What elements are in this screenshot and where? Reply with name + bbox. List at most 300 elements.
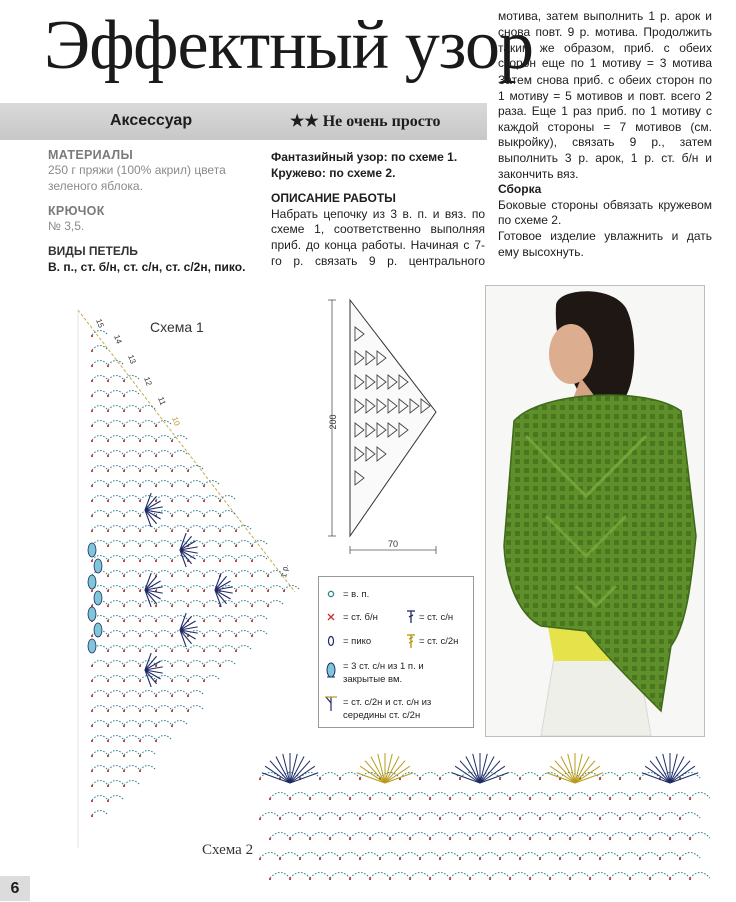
lace-arc (420, 813, 440, 819)
lace-sc (409, 838, 411, 840)
lace-arc (610, 873, 630, 879)
sc-stitch (91, 380, 93, 382)
lace-sc (579, 858, 581, 860)
chain-arc (124, 751, 140, 756)
lace-sc (309, 798, 311, 800)
sc-stitch (123, 485, 125, 487)
legend-joined: = ст. с/2н и ст. с/н из (343, 697, 432, 708)
sc-stitch (107, 470, 109, 472)
sc-stitch (91, 740, 93, 742)
lace-arc (480, 813, 500, 819)
lace-sc (489, 878, 491, 880)
lace-arc (360, 853, 380, 859)
row-mark-11: 11 (156, 395, 168, 407)
cluster-icon (327, 663, 335, 677)
row-mark-1: 1 р. (279, 563, 291, 579)
lace-arc (310, 873, 330, 879)
lace-arc (470, 873, 490, 879)
sc-stitch (91, 410, 93, 412)
lace-arc (340, 853, 360, 859)
sc-stitch (219, 560, 221, 562)
chain-arc (92, 751, 108, 756)
lace-arc (610, 833, 630, 839)
sc-stitch (235, 590, 237, 592)
sc-stitch (235, 560, 237, 562)
lace-sc (359, 778, 361, 780)
sc-stitch (107, 425, 109, 427)
lace-arc (330, 873, 350, 879)
lace-arc (480, 853, 500, 859)
sc-stitch (203, 620, 205, 622)
lace-sc (459, 858, 461, 860)
lace-sc (319, 858, 321, 860)
sc-stitch (155, 440, 157, 442)
sc-stitch (139, 770, 141, 772)
sc-stitch (267, 575, 269, 577)
schema-2-lace (259, 753, 710, 880)
chain-arc (172, 661, 188, 666)
chain-arc (156, 466, 172, 471)
sc-stitch (123, 710, 125, 712)
sc-stitch (171, 605, 173, 607)
lace-sc (619, 778, 621, 780)
model-photo-illustration (486, 286, 704, 736)
sc-stitch (139, 500, 141, 502)
lace-arc (620, 773, 640, 779)
sc-stitch (107, 725, 109, 727)
sc-stitch (107, 695, 109, 697)
sc-stitch (91, 365, 93, 367)
lace-arc (330, 833, 350, 839)
sc-stitch (171, 590, 173, 592)
lace-arc (440, 853, 460, 859)
sc-stitch (235, 635, 237, 637)
sc-stitch (139, 725, 141, 727)
sc-stitch (251, 635, 253, 637)
chain-arc (172, 436, 188, 441)
sc-stitch (123, 605, 125, 607)
sc-stitch (219, 635, 221, 637)
lace-sc (649, 838, 651, 840)
sc-stitch (139, 485, 141, 487)
row-mark-13: 13 (126, 353, 138, 366)
lace-sc (349, 878, 351, 880)
chain-arc (156, 721, 172, 726)
chain-arc (92, 496, 108, 501)
chain-arc (92, 766, 108, 771)
schema-2-diagram (240, 738, 710, 901)
lace-sc (539, 818, 541, 820)
chain-arc (92, 436, 108, 441)
lace-sc (569, 878, 571, 880)
lace-sc (499, 858, 501, 860)
chain-arc (204, 571, 220, 576)
chain-arc (140, 706, 156, 711)
lace-sc (369, 838, 371, 840)
chain-arc (108, 661, 124, 666)
chain-arc (204, 676, 220, 681)
chain-arc (124, 541, 140, 546)
chain-arc (124, 661, 140, 666)
lace-sc (289, 838, 291, 840)
chain-arc (124, 586, 140, 591)
chain-arc (124, 391, 140, 396)
chain-arc (124, 646, 140, 651)
sc-stitch (91, 500, 93, 502)
lace-arc (510, 793, 530, 799)
sc-stitch (219, 500, 221, 502)
lace-sc (669, 798, 671, 800)
lace-sc (469, 798, 471, 800)
lace-arc (500, 813, 520, 819)
sc-stitch (171, 500, 173, 502)
chain-arc (220, 661, 236, 666)
lace-arc (570, 833, 590, 839)
lace-arc (440, 773, 460, 779)
description-text-continued (498, 10, 712, 73)
lace-arc (380, 853, 400, 859)
chain-arc (220, 571, 236, 576)
chain-arc (220, 646, 236, 651)
lace-arc (590, 793, 610, 799)
lace-sc (639, 858, 641, 860)
lace-arc (570, 873, 590, 879)
chain-arc (124, 556, 140, 561)
lace-arc (290, 793, 310, 799)
lace-arc (380, 813, 400, 819)
lace-sc (509, 838, 511, 840)
sc-stitch (91, 785, 93, 787)
lace-sc (529, 878, 531, 880)
lace-arc (620, 813, 640, 819)
lace-sc (259, 778, 261, 780)
chain-arc (124, 436, 140, 441)
sc-stitch (107, 755, 109, 757)
sc-stitch (219, 530, 221, 532)
chain-arc (156, 616, 172, 621)
sc-stitch (283, 590, 285, 592)
lace-arc (530, 873, 550, 879)
sc-stitch (155, 485, 157, 487)
dim-height: 200 (328, 414, 338, 430)
sc-stitch (171, 620, 173, 622)
chain-arc (268, 586, 284, 591)
sc-stitch (91, 800, 93, 802)
chain-arc (92, 511, 108, 516)
lace-sc (459, 818, 461, 820)
lace-arc (360, 813, 380, 819)
lace-arc (620, 853, 640, 859)
sc-stitch (203, 485, 205, 487)
chain-arc (108, 751, 124, 756)
chain-arc (156, 436, 172, 441)
stitches-text: В. п., ст. б/н, ст. с/н, ст. с/2н, пико. (48, 259, 246, 274)
lace-arc (310, 793, 330, 799)
sc-stitch (107, 770, 109, 772)
sc-stitch (139, 740, 141, 742)
sc-stitch (123, 410, 125, 412)
sc-stitch (107, 590, 109, 592)
chain-arc (92, 466, 108, 471)
lace-sc (269, 878, 271, 880)
lace-arc (450, 873, 470, 879)
lace-arc (470, 833, 490, 839)
sc-stitch (107, 485, 109, 487)
chain-arc (108, 721, 124, 726)
lace-sc (559, 858, 561, 860)
lace-sc (409, 878, 411, 880)
lace-arc (460, 813, 480, 819)
lace-arc (650, 793, 670, 799)
lace-arc (650, 873, 670, 879)
lace-arc (410, 833, 430, 839)
lace-sc (439, 818, 441, 820)
lace-sc (279, 818, 281, 820)
model-photo (485, 285, 705, 737)
sc-stitch (139, 710, 141, 712)
chain-arc (220, 601, 236, 606)
sc-stitch (107, 500, 109, 502)
sc-stitch (155, 425, 157, 427)
chain-arc (220, 526, 236, 531)
sc-stitch (123, 665, 125, 667)
lace-sc (639, 818, 641, 820)
lace-sc (319, 818, 321, 820)
lace-arc (260, 853, 280, 859)
chain-arc (220, 541, 236, 546)
sc-stitch (91, 770, 93, 772)
sc-stitch (155, 665, 157, 667)
chain-arc (188, 511, 204, 516)
lace-sc (679, 818, 681, 820)
lace-sc (389, 838, 391, 840)
sc-stitch (171, 710, 173, 712)
lace-sc (379, 818, 381, 820)
chain-arc (92, 391, 108, 396)
lace-arc (290, 833, 310, 839)
sc-stitch (91, 350, 93, 352)
chain-arc (204, 556, 220, 561)
sc-stitch (91, 515, 93, 517)
page-title: Эффектный узор (44, 7, 533, 84)
lace-sc (479, 858, 481, 860)
sc-stitch (171, 485, 173, 487)
chain-arc (220, 556, 236, 561)
lace-arc (590, 833, 610, 839)
row-mark-14: 14 (112, 333, 124, 346)
lace-arc (690, 873, 710, 879)
lace-sc (289, 878, 291, 880)
lace-sc (359, 818, 361, 820)
sc-stitch (155, 725, 157, 727)
fancy-pattern: Фантазийный узор: по схеме 1. (271, 150, 458, 164)
lace-arc (660, 813, 680, 819)
lace-arc (600, 853, 620, 859)
sc-stitch (187, 680, 189, 682)
lace-arc (580, 813, 600, 819)
lace-sc (499, 818, 501, 820)
stitches-heading: ВИДЫ ПЕТЕЛЬ (48, 244, 138, 258)
sc-stitch (203, 665, 205, 667)
lace-sc (419, 858, 421, 860)
lace-arc (600, 813, 620, 819)
sc-stitch (155, 560, 157, 562)
sc-stitch (91, 395, 93, 397)
chain-arc (92, 421, 108, 426)
sc-stitch (171, 470, 173, 472)
sc-stitch (235, 650, 237, 652)
lace-arc (370, 793, 390, 799)
chain-arc (204, 511, 220, 516)
chain-arc (140, 406, 156, 411)
lace-sc (339, 858, 341, 860)
lace-sc (529, 798, 531, 800)
chain-arc (156, 526, 172, 531)
chain-arc (108, 706, 124, 711)
legend-sc: = ст. б/н (343, 612, 378, 623)
sc-stitch (171, 635, 173, 637)
lace-sc (429, 798, 431, 800)
chain-arc (92, 781, 108, 786)
chain-icon (328, 591, 333, 596)
chain-arc (140, 691, 156, 696)
lace-sc (449, 798, 451, 800)
lace-sc (389, 878, 391, 880)
lace-arc (670, 833, 690, 839)
lace-sc (479, 818, 481, 820)
lace-sc (339, 778, 341, 780)
lace-arc (430, 833, 450, 839)
lace-arc (680, 813, 700, 819)
sc-stitch (171, 695, 173, 697)
sc-stitch (139, 635, 141, 637)
sc-stitch (203, 635, 205, 637)
sc-stitch (107, 620, 109, 622)
chain-arc (124, 571, 140, 576)
chain-arc (108, 571, 124, 576)
lace-arc (370, 833, 390, 839)
lace-arc (450, 793, 470, 799)
description-text: Набрать цепочку из 3 в. п. и вяз. по схеме 1, соответственно выполняя приб. до конца работы. Начиная с 7-го р. связать 9 р. центрального (271, 206, 485, 268)
chain-arc (140, 541, 156, 546)
chain-arc (156, 736, 172, 741)
chain-arc (140, 616, 156, 621)
sc-stitch (139, 755, 141, 757)
sc-stitch (171, 665, 173, 667)
sc-stitch (107, 650, 109, 652)
lace-sc (459, 778, 461, 780)
lace-arc (340, 813, 360, 819)
sc-stitch (91, 725, 93, 727)
instructions-continued-column (498, 10, 712, 260)
lace-arc (270, 873, 290, 879)
hook-heading: КРЮЧОК (48, 204, 105, 218)
sc-stitch (219, 515, 221, 517)
chain-arc (108, 421, 124, 426)
sc-stitch (171, 515, 173, 517)
lace-sc (389, 798, 391, 800)
sc-stitch (139, 530, 141, 532)
sc-stitch (107, 635, 109, 637)
sc-stitch (107, 560, 109, 562)
lace-sc (659, 818, 661, 820)
sc-stitch (155, 695, 157, 697)
lace-sc (399, 858, 401, 860)
assembly-heading: Сборка (498, 182, 542, 197)
chain-arc (124, 721, 140, 726)
sc-stitch (219, 620, 221, 622)
sc-stitch (123, 770, 125, 772)
chain-arc (124, 631, 140, 636)
chain-arc (188, 571, 204, 576)
shawl-shape-pattern (322, 294, 452, 562)
sc-stitch (235, 530, 237, 532)
lace-arc (540, 773, 560, 779)
sc-stitch (187, 650, 189, 652)
chain-arc (108, 601, 124, 606)
sc-icon (328, 614, 334, 620)
cluster-leaf (94, 559, 102, 573)
sc-stitch (251, 575, 253, 577)
lace-sc (339, 818, 341, 820)
sc-stitch (219, 545, 221, 547)
legend-cluster: = 3 ст. с/н из 1 п. и (343, 661, 424, 672)
sc-stitch (139, 590, 141, 592)
legend-tc: = ст. с/2н (419, 636, 459, 647)
lace-arc (500, 773, 520, 779)
chain-arc (92, 661, 108, 666)
chain-arc (188, 466, 204, 471)
lace-sc (679, 858, 681, 860)
lace-arc (400, 813, 420, 819)
tc-icon (407, 635, 415, 648)
lace-arc (420, 773, 440, 779)
sc-stitch (139, 575, 141, 577)
sc-stitch (267, 590, 269, 592)
lace-sc (539, 858, 541, 860)
lace-arc (350, 873, 370, 879)
lace-sc (609, 878, 611, 880)
sc-stitch (123, 590, 125, 592)
lace-arc (690, 833, 710, 839)
chain-arc (140, 556, 156, 561)
sc-stitch (171, 455, 173, 457)
chain-arc (252, 541, 268, 546)
chain-arc (108, 631, 124, 636)
chain-arc (188, 646, 204, 651)
lace-sc (449, 878, 451, 880)
chain-arc (156, 556, 172, 561)
chain-arc (172, 571, 188, 576)
chain-arc (172, 691, 188, 696)
lace-sc (599, 778, 601, 780)
lace-arc (640, 813, 660, 819)
sc-stitch (171, 560, 173, 562)
sc-stitch (203, 575, 205, 577)
sc-stitch (155, 605, 157, 607)
chain-arc (124, 736, 140, 741)
description-heading: ОПИСАНИЕ РАБОТЫ (271, 191, 396, 206)
sc-stitch (235, 575, 237, 577)
sc-stitch (107, 455, 109, 457)
sc-stitch (123, 695, 125, 697)
chain-arc (204, 601, 220, 606)
chain-arc (108, 376, 124, 381)
sc-stitch (155, 620, 157, 622)
sc-stitch (91, 440, 93, 442)
lace-sc (589, 798, 591, 800)
chain-arc (252, 616, 268, 621)
